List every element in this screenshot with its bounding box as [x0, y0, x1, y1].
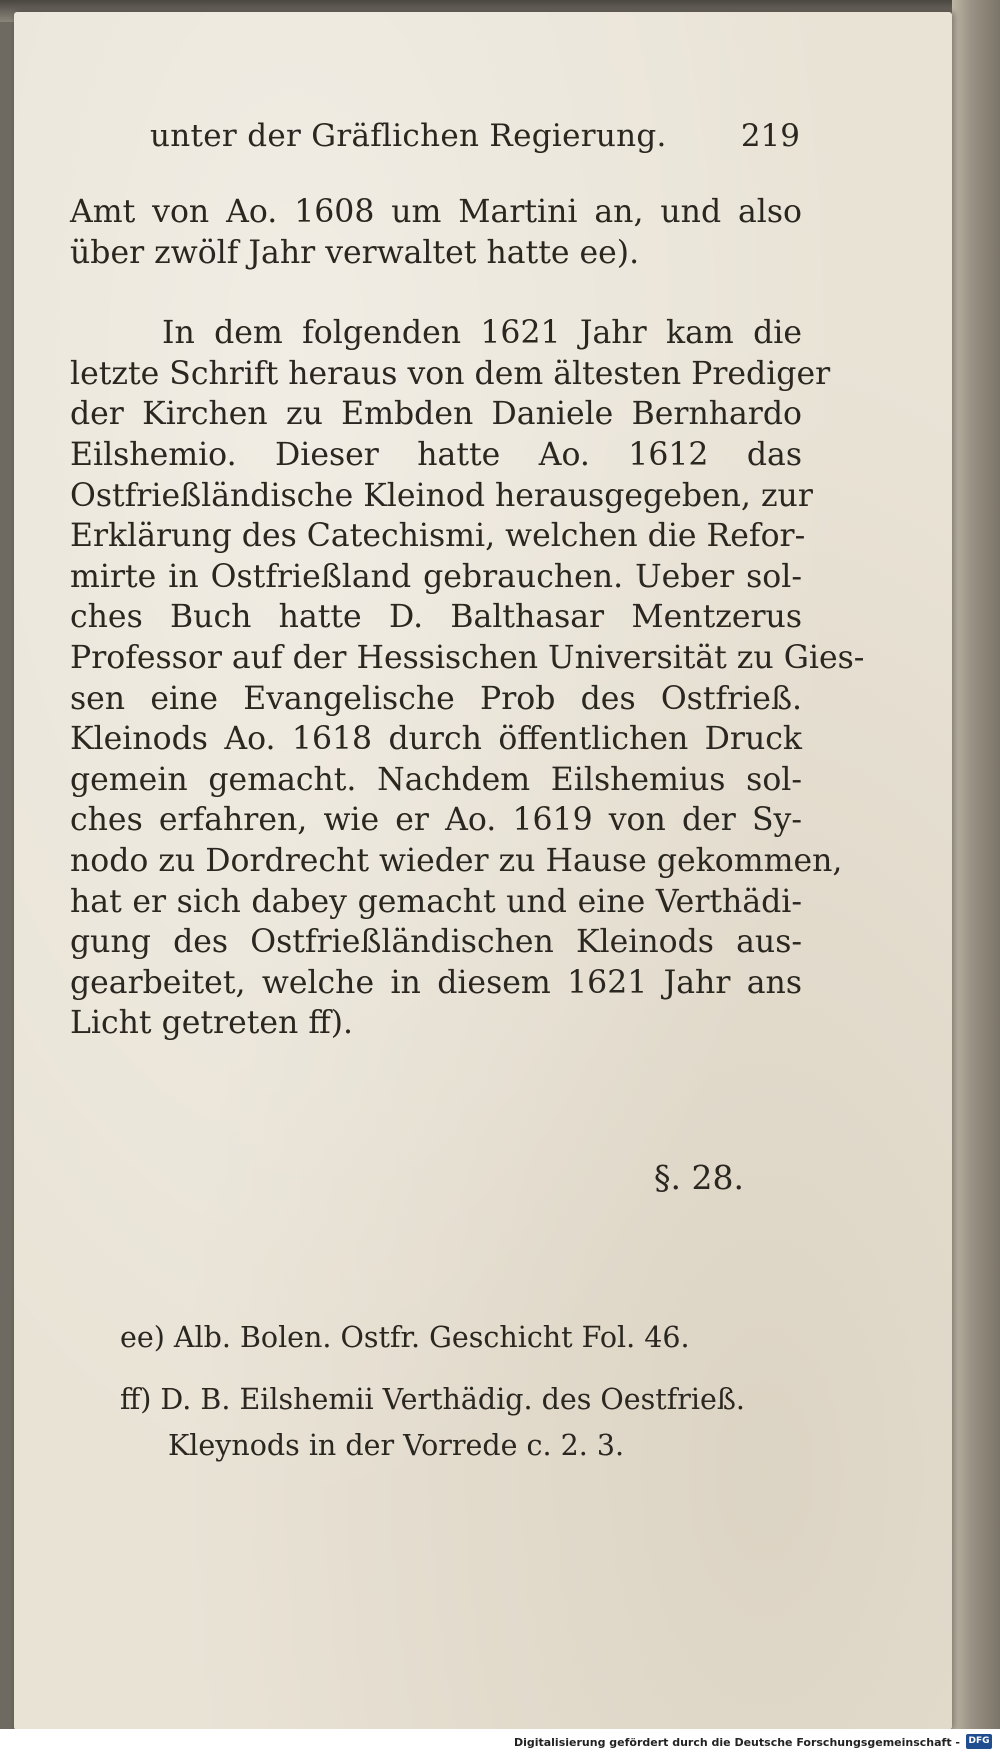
text-line: nodo zu Dordrecht wieder zu Hause gekommen, — [70, 842, 843, 879]
text-line: hat er sich dabey gemacht und eine Verthädi- — [70, 883, 802, 920]
digitization-credit: Digitalisierung gefördert durch die Deutsche Forschungsgemeinschaft - — [513, 1736, 960, 1749]
paragraph-2 — [70, 313, 865, 1044]
text-line: der Kirchen zu Embden Daniele Bernhardo — [70, 396, 802, 433]
text-line: Eilshemio. Dieser hatte Ao. 1612 das — [70, 436, 802, 473]
page-header — [150, 118, 800, 168]
text-line: Licht getreten ff). — [70, 1005, 354, 1042]
text-line: sen eine Evangelische Prob des Ostfrieß. — [70, 680, 802, 717]
text-line: mirte in Ostfrießland gebrauchen. Ueber sol- — [70, 558, 802, 595]
body-text — [70, 192, 865, 1044]
text-line: Professor auf der Hessischen Universität zu Gies- — [70, 639, 865, 676]
footnote-line: Kleynods in der Vorrede c. 2. 3. — [168, 1429, 625, 1462]
paragraph-gap — [70, 273, 802, 313]
text-line: ches Buch hatte D. Balthasar Mentzerus — [70, 599, 802, 636]
footnote-line: ee) Alb. Bolen. Ostfr. Geschicht Fol. 46. — [120, 1321, 690, 1354]
dfg-logo-icon: DFG — [966, 1734, 992, 1749]
footer-bar — [0, 1729, 1000, 1753]
footnotes — [120, 1315, 820, 1469]
page-number: 219 — [740, 118, 800, 154]
section-mark: §. 28. — [654, 1158, 744, 1197]
paragraph-1 — [70, 192, 802, 273]
footnote-ee — [120, 1315, 820, 1361]
text-line: Erklärung des Catechismi, welchen die Refor- — [70, 518, 806, 555]
footnote-line: ff) D. B. Eilshemii Verthädig. des Oestfrieß. — [120, 1383, 745, 1416]
text-line: In dem folgenden 1621 Jahr kam die — [162, 315, 802, 352]
text-line: Amt von Ao. 1608 um Martini an, und also — [70, 194, 802, 230]
running-title: unter der Gräflichen Regierung. — [150, 118, 667, 154]
footnote-ff — [120, 1377, 820, 1469]
text-line: gung des Ostfrießländischen Kleinods aus- — [70, 924, 802, 961]
text-line: letzte Schrift heraus von dem ältesten Prediger — [70, 355, 831, 392]
text-line: Ostfrießländische Kleinod herausgegeben, zur — [70, 477, 813, 514]
text-line: gearbeitet, welche in diesem 1621 Jahr ans — [70, 964, 802, 1001]
text-line: Kleinods Ao. 1618 durch öffentlichen Druck — [70, 721, 802, 758]
text-line: ches erfahren, wie er Ao. 1619 von der Sy- — [70, 802, 802, 839]
text-line: über zwölf Jahr verwaltet hatte ee). — [70, 234, 640, 271]
text-line: gemein gemacht. Nachdem Eilshemius sol- — [70, 761, 802, 798]
scan-right-edge — [952, 0, 1000, 1753]
